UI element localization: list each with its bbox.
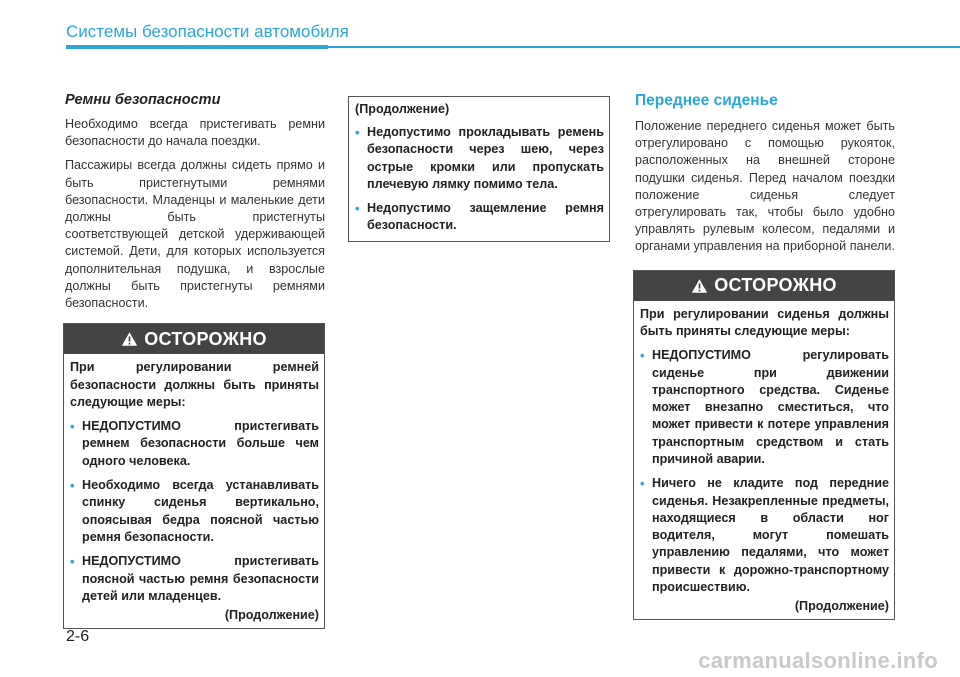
warning-label: ОСТОРОЖНО: [144, 328, 267, 349]
section-title-seat-belts: Ремни безопасности: [65, 92, 221, 108]
header-title: Системы безопасности автомобиля: [66, 22, 349, 41]
list-item: • Недопустимо защемление ремня безопасности.: [355, 200, 604, 235]
bullet-icon: •: [355, 201, 360, 217]
list-item: • НЕДОПУСТИМО регулировать сиденье при движении транспортного средства. Сиденье может внезапно сместиться, что может привести к потере управления транспортным средством и стать причиной аварии.: [640, 347, 889, 468]
paragraph: Положение переднего сиденья может быть отрегулировано с помощью рукояток, расположенных на внешней стороне подушки сиденья. Перед началом поездки положение сиденья следует отрегулировать так, чтобы было удобно управлять рулевым колесом, педалями и органами управления на приборной панели.: [635, 119, 895, 254]
warning-icon: [691, 278, 708, 294]
warning-box-seat-belts: [63, 323, 325, 629]
warning-label: ОСТОРОЖНО: [714, 275, 837, 296]
column-seat-belts: [63, 92, 325, 629]
warning-header: [64, 324, 324, 354]
warning-icon: [121, 331, 138, 347]
bullet-icon: •: [70, 478, 75, 494]
bullet-icon: •: [355, 125, 360, 140]
header-rule-accent: [66, 45, 328, 49]
bullet-icon: •: [640, 348, 645, 364]
bullet-icon: •: [70, 419, 75, 435]
bullet-icon: •: [70, 554, 75, 570]
list-item: • Необходимо всегда устанавливать спинку сиденья вертикально, опоясывая бедра поясной частью ремня безопасности.: [70, 477, 319, 546]
warning-intro: При регулировании ремней безопасности должны быть приняты следующие меры:: [70, 360, 319, 409]
paragraph: Пассажиры всегда должны сидеть прямо и быть пристегнутыми ремнями безопасности. Младенцы и маленькие дети должны быть пристегнуты соответствующей детской удерживающей системой. Дети, для которых используется дополнительная подушка, и взрослые должны быть пристегнуты ремнями безопасности.: [65, 158, 325, 311]
warning-header: [634, 271, 894, 301]
list-item: • НЕДОПУСТИМО пристегивать поясной частью ремня безопасности детей или младенцев.: [70, 553, 319, 605]
list-item: • Недопустимо прокладывать ремень безопасности через шею, через острые кромки или пропускать плечевую лямку помимо тела.: [355, 124, 604, 193]
warning-box-front-seat: [633, 270, 895, 621]
section-title-front-seat: Переднее сиденье: [635, 92, 778, 109]
continued-label: (Продолжение): [794, 599, 889, 614]
continued-label: (Продолжение): [224, 608, 319, 623]
list-item: • НЕДОПУСТИМО пристегивать ремнем безопасности больше чем одного человека.: [70, 418, 319, 470]
page-number: 2-6: [66, 628, 90, 645]
continued-label: (Продолжение): [355, 102, 450, 116]
warning-intro: При регулировании сиденья должны быть приняты следующие меры:: [640, 306, 889, 338]
list-item: • Ничего не кладите под передние сиденья. Незакрепленные предметы, находящиеся в области ног водителя, могут помешать управлению педалями, что может привести к дорожно-транспортному происшествию.: [640, 475, 889, 596]
column-front-seat: [633, 92, 895, 620]
column-continued: [348, 96, 610, 242]
paragraph: Необходимо всегда пристегивать ремни безопасности до начала поездки.: [65, 117, 325, 149]
bullet-icon: •: [640, 476, 645, 492]
watermark: carmanualsonline.info: [698, 648, 938, 673]
warning-box-continued: [348, 96, 610, 242]
